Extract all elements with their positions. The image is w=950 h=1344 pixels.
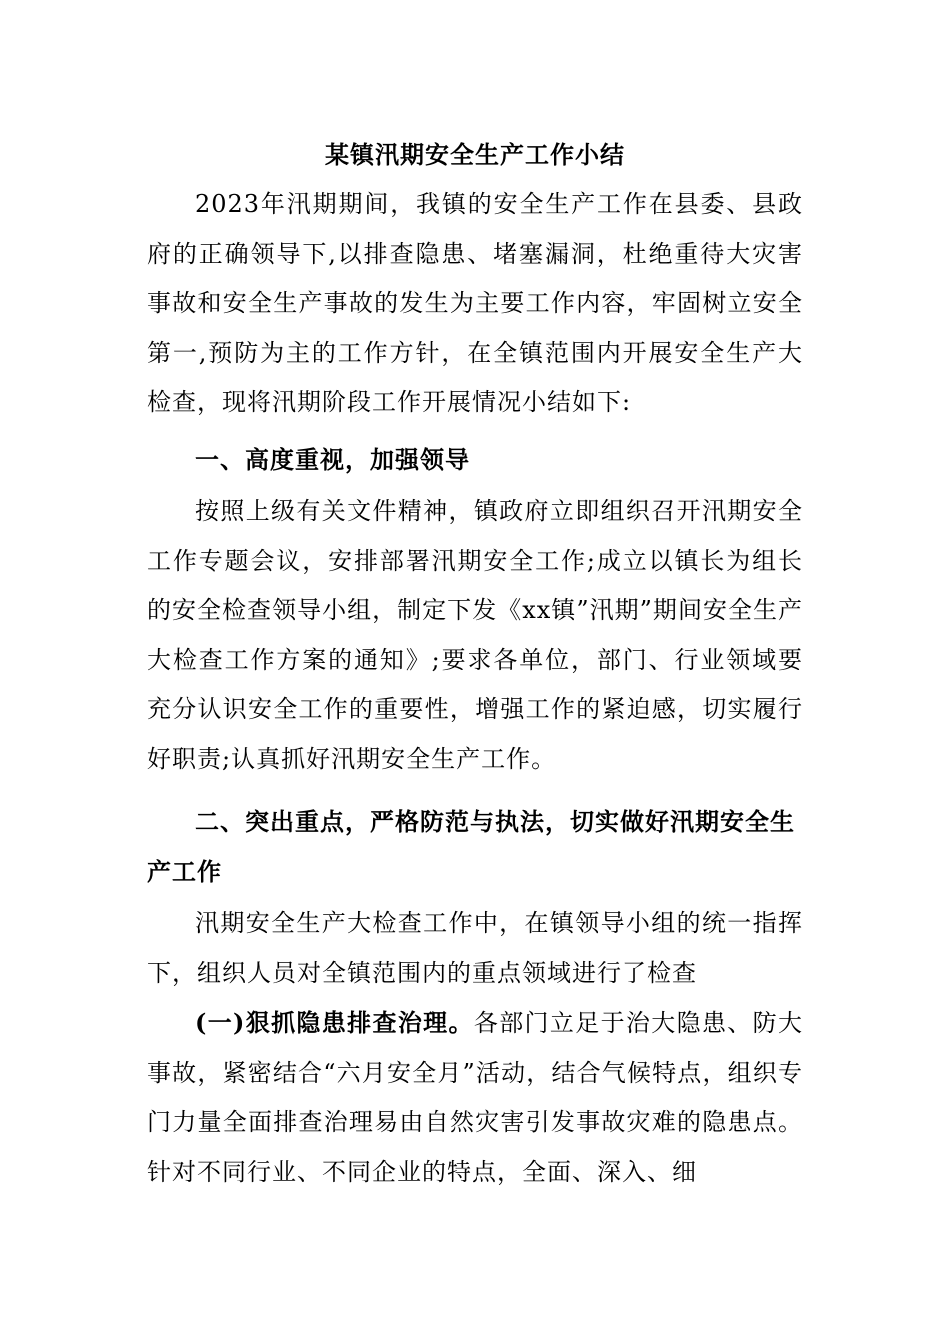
intro-paragraph: 2023年汛期期间，我镇的安全生产工作在县委、县政府的正确领导下,以排查隐患、堵塞漏洞，杜绝重待大灾害事故和安全生产事故的发生为主要工作内容，牢固树立安全第一,预防为主的工作方针，在全镇范围内开展安全生产大检查，现将汛期阶段工作开展情况小结如下: bbox=[147, 190, 803, 416]
section-2-heading: 二、突出重点，严格防范与执法，切实做好汛期安全生产工作 bbox=[147, 807, 795, 886]
section-2-item-1 bbox=[147, 998, 803, 1197]
section-1-body: 按照上级有关文件精神，镇政府立即组织召开汛期安全工作专题会议，安排部署汛期安全工作;成立以镇长为组长的安全检查领导小组，制定下发《xx镇”汛期”期间安全生产大检查工作方案的通知》;要求各单位，部门、行业领域要充分认识安全工作的重要性，增强工作的紧迫感，切实履行好职责;认真抓好汛期安全生产工作。 bbox=[147, 497, 803, 773]
item-1-lead: (一)狠抓隐患排查治理。 bbox=[195, 1008, 474, 1037]
document-title: 某镇汛期安全生产工作小结 bbox=[325, 140, 625, 169]
section-1-heading: 一、高度重视，加强领导 bbox=[195, 444, 470, 474]
item-1-text: 各部门立足于治大隐患、防大事故，紧密结合“六月安全月”活动，结合气候特点，组织专门力量全面排查治理易由自然灾害引发事故灾难的隐患点。针对不同行业、不同企业的特点，全面、深入、细 bbox=[147, 1009, 803, 1186]
section-2-body: 汛期安全生产大检查工作中，在镇领导小组的统一指挥下，组织人员对全镇范围内的重点领域进行了检查 bbox=[147, 909, 803, 987]
document-page bbox=[147, 138, 803, 1197]
spacer bbox=[147, 784, 803, 790]
